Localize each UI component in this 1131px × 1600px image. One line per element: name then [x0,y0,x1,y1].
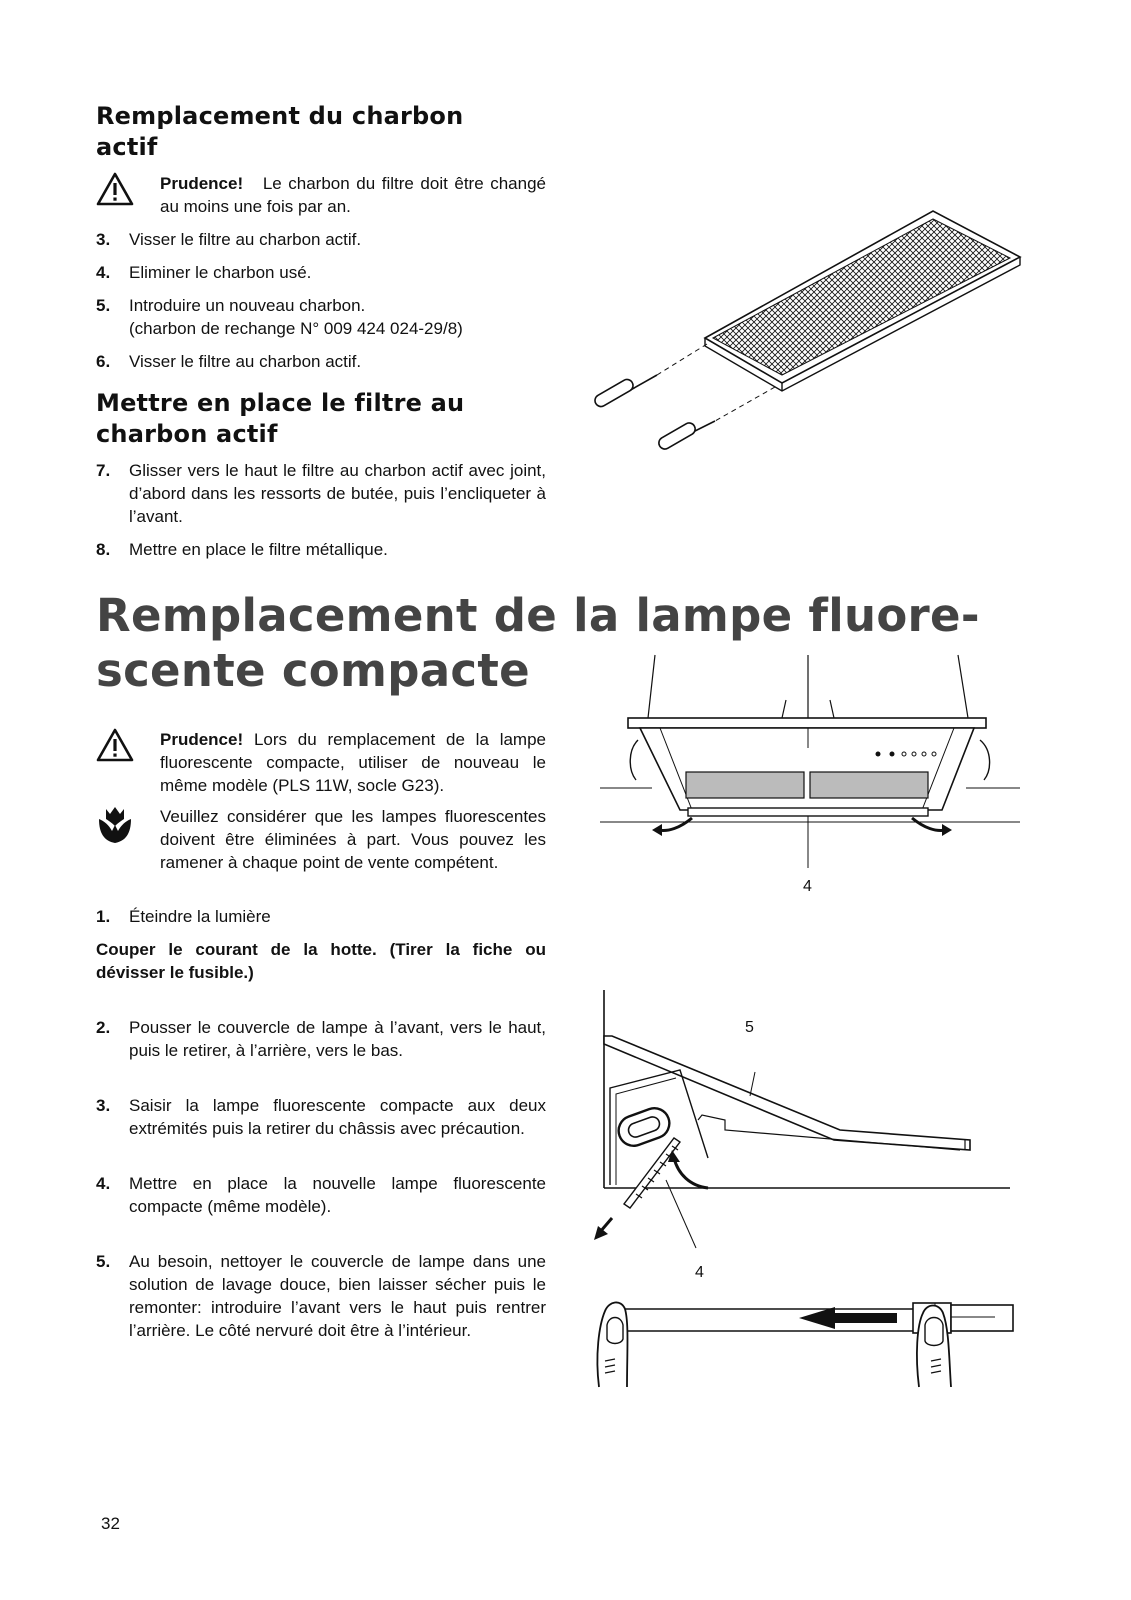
step-text: Éteindre la lumière [129,907,271,926]
heading-word: fluore- [808,589,980,642]
figure-label: 5 [745,1019,754,1036]
step-text: Saisir la lampe fluorescente compacte aux deux extrémités puis la retirer du châssis avec précaution. [129,1096,546,1138]
heading-word: de [493,589,558,642]
figure-hood-lamp [600,650,1020,900]
step-number: 8. [96,540,111,559]
power-off-warning: Couper le courant de la hotte. (Tirer la fiche ou dévisser le fusible.) [96,940,546,982]
figure-label: 4 [803,878,812,895]
steps-list-lampe [96,905,546,1342]
step-number: 3. [96,1096,111,1115]
heading-line-2: scente compacte [96,644,530,697]
list-item [96,905,546,928]
step-number: 7. [96,461,111,480]
step-number: 4. [96,263,111,282]
environment-text: Veuillez considérer que les lampes fluorescentes doivent être éliminées à part. Vous pouvez les ramener à chaque point de vente compétent. [160,807,546,872]
step-number: 5. [96,1252,111,1271]
figure-lamp-extraction [595,1295,1025,1392]
section-title-charbon [96,101,463,163]
title-line: Mettre en place le filtre au [96,389,465,417]
list-item [96,228,546,251]
list-item [96,1094,546,1140]
step-number: 3. [96,230,111,249]
list-item [96,350,546,373]
step-number: 6. [96,352,111,371]
heading-line-1 [96,588,1012,643]
figure-charcoal-filter [595,205,1035,470]
step-number: 4. [96,1174,111,1193]
heading-word: la [573,589,620,642]
caution-note-lampe [96,728,546,797]
step-text: Mettre en place le filtre métallique. [129,540,388,559]
list-item [96,1016,546,1062]
step-text: Glisser vers le haut le filtre au charbon actif avec joint, d’abord dans les ressorts de butée, puis l’encliqueter à l’avant. [129,461,546,526]
step-text: Au besoin, nettoyer le couvercle de lampe dans une solution de lavage douce, bien laisser sécher puis le remonter: introduire l’avant vers le haut puis rentrer l’arrière. Le côté nervuré doit être à l’intérieur. [129,1252,546,1340]
caution-label: Prudence! [160,174,244,193]
list-item [96,294,546,340]
steps-list-filtre [96,459,546,561]
list-item [96,261,546,284]
environment-note [96,805,546,874]
warning-triangle-icon [96,728,160,797]
steps-list-charbon [96,228,546,373]
caution-label: Prudence! [160,730,244,749]
list-item [96,1250,546,1342]
caution-note-charbon [96,172,546,218]
step-text: Eliminer le charbon usé. [129,263,312,282]
title-line: charbon actif [96,420,278,448]
step-text: Visser le filtre au charbon actif. [129,230,362,249]
step-text: Pousser le couvercle de lampe à l’avant, vers le haut, puis le retirer, à l’arrière, vers le bas. [129,1018,546,1060]
step-number: 5. [96,296,111,315]
step-text: Mettre en place la nouvelle lampe fluorescente compacte (même modèle). [129,1174,546,1216]
step-number: 2. [96,1018,111,1037]
page-number: 32 [101,1514,120,1533]
step-number: 1. [96,907,111,926]
step-text [129,294,546,340]
list-item [96,538,546,561]
environment-flower-icon [96,805,160,874]
figure-label: 4 [695,1264,704,1281]
heading-word: lampe [635,589,793,642]
title-line: Remplacement du charbon [96,102,464,130]
list-item [96,459,546,528]
caution-text: Lors du remplacement de la lampe fluorescente compacte, utiliser de nouveau le même modèle (PLS 11W, socle G23). [160,730,546,795]
step-text-line: Introduire un nouveau charbon. [129,296,366,315]
caution-text: Le charbon du filtre doit être changé au moins une fois par an. [160,174,546,216]
list-item [96,1172,546,1218]
step-text-line: (charbon de rechange N° 009 424 024-29/8) [129,319,463,338]
title-line: actif [96,133,158,161]
heading-word: Remplacement [96,589,478,642]
warning-triangle-icon [96,172,160,218]
section-title-filtre [96,388,464,450]
step-text: Visser le filtre au charbon actif. [129,352,362,371]
figure-lamp-cover-removal [590,990,1030,1295]
